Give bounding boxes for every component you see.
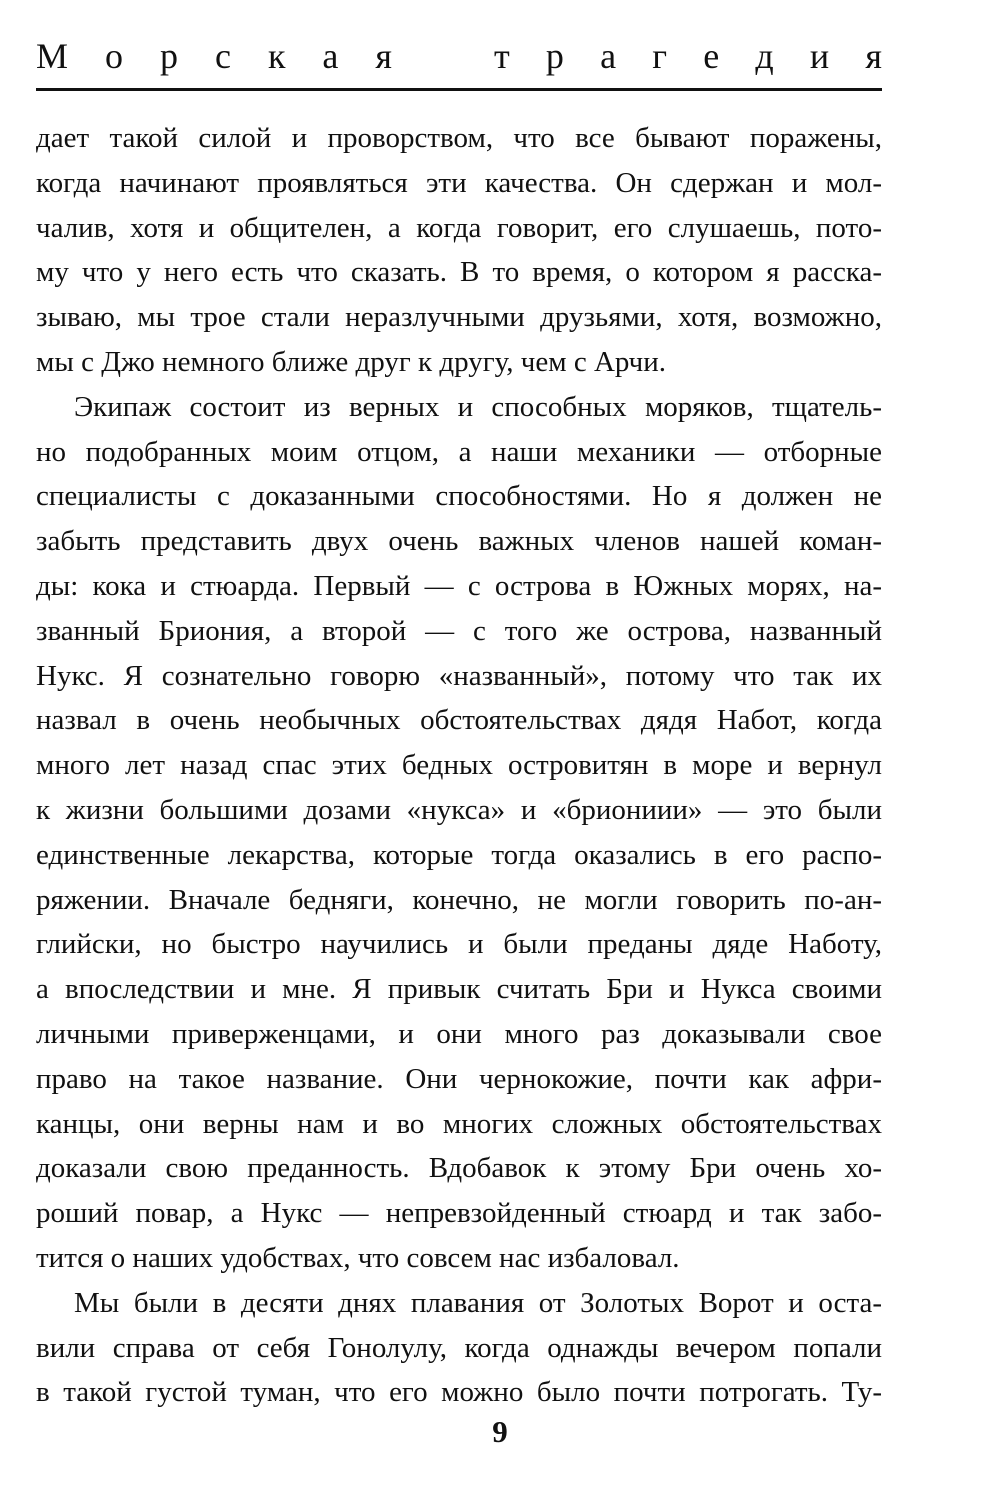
running-head-word-2	[494, 35, 882, 77]
text-line: в такой густой туман, что его можно было почти потрогать. Ту-	[36, 1376, 882, 1409]
text-line: глийски, но быстро научились и были преданы дяде Наботу,	[36, 928, 882, 961]
running-head-letter: о	[105, 36, 123, 76]
header-rule	[36, 88, 882, 91]
text-line: мы с Джо немного ближе друг к другу, чем с Арчи.	[36, 345, 667, 378]
running-head-letter: г	[652, 36, 668, 76]
text-line: ды: кока и стюарда. Первый — с острова в Южных морях, на-	[36, 569, 882, 602]
text-line: зываю, мы трое стали неразлучными друзьями, хотя, возможно,	[36, 301, 882, 334]
text-line: забыть представить двух очень важных членов нашей коман-	[36, 525, 882, 558]
running-head-letter: я	[865, 36, 882, 76]
text-line: му что у него есть что сказать. В то время, о котором я расска-	[36, 256, 882, 289]
text-line: право на такое название. Они чернокожие, почти как афри-	[36, 1062, 882, 1095]
text-line: тится о наших удобствах, что совсем нас избаловал.	[36, 1241, 680, 1274]
text-line: доказали свою преданность. Вдобавок к этому Бри очень хо-	[36, 1152, 882, 1185]
text-line: специалисты с доказанными способностями. Но я должен не	[36, 480, 882, 513]
running-head-word-1	[36, 35, 392, 77]
running-head-letter: т	[494, 36, 510, 76]
text-line: а впоследствии и мне. Я привык считать Бри и Нукса своими	[36, 973, 882, 1006]
running-head-letter: а	[322, 36, 339, 76]
body-text	[36, 116, 882, 1415]
running-head	[36, 30, 882, 82]
text-line: но подобранных моим отцом, а наши механики — отборные	[36, 435, 882, 468]
text-line: дает такой силой и проворством, что все бывают поражены,	[36, 122, 882, 154]
running-head-letter: а	[600, 36, 617, 76]
running-head-letter: р	[159, 36, 178, 76]
text-line: вили справа от себя Гонолулу, когда однажды вечером попали	[36, 1331, 882, 1364]
text-line: назвал в очень необычных обстоятельствах дядя Набот, когда	[36, 704, 882, 737]
text-line: роший повар, а Нукс — непревзойденный стюард и так забо-	[36, 1197, 882, 1230]
running-head-letter: с	[214, 36, 231, 76]
running-head-letter: к	[267, 36, 286, 76]
page-number: 9	[492, 1414, 508, 1449]
running-head-letter: М	[36, 36, 69, 76]
running-head-letter: е	[703, 36, 720, 76]
running-head-letter: и	[809, 36, 830, 76]
text-line: единственные лекарства, которые тогда оказались в его распо-	[36, 838, 882, 871]
running-head-letter: д	[755, 36, 774, 76]
text-line: чалив, хотя и общителен, а когда говорит, его слушаешь, пото-	[36, 211, 882, 244]
running-head-letter: я	[375, 36, 392, 76]
running-head-letter: р	[545, 36, 564, 76]
text-line: Нукс. Я сознательно говорю «названный», потому что так их	[36, 659, 882, 692]
text-line: Мы были в десяти днях плавания от Золотых Ворот и оста-	[74, 1286, 882, 1319]
text-line: когда начинают проявляться эти качества. Он сдержан и мол-	[36, 166, 882, 199]
text-line: канцы, они верны нам и во многих сложных обстоятельствах	[36, 1107, 882, 1140]
text-line: ряжении. Вначале бедняги, конечно, не могли говорить по-ан-	[36, 883, 882, 916]
text-line: званный Бриония, а второй — с того же острова, названный	[36, 614, 882, 647]
text-line: Экипаж состоит из верных и способных моряков, тщатель-	[74, 390, 882, 423]
text-line: много лет назад спас этих бедных островитян в море и вернул	[36, 749, 882, 782]
text-line: личными приверженцами, и они много раз доказывали свое	[36, 1017, 882, 1050]
text-line: к жизни большими дозами «нукса» и «бриониии» — это были	[36, 793, 882, 826]
